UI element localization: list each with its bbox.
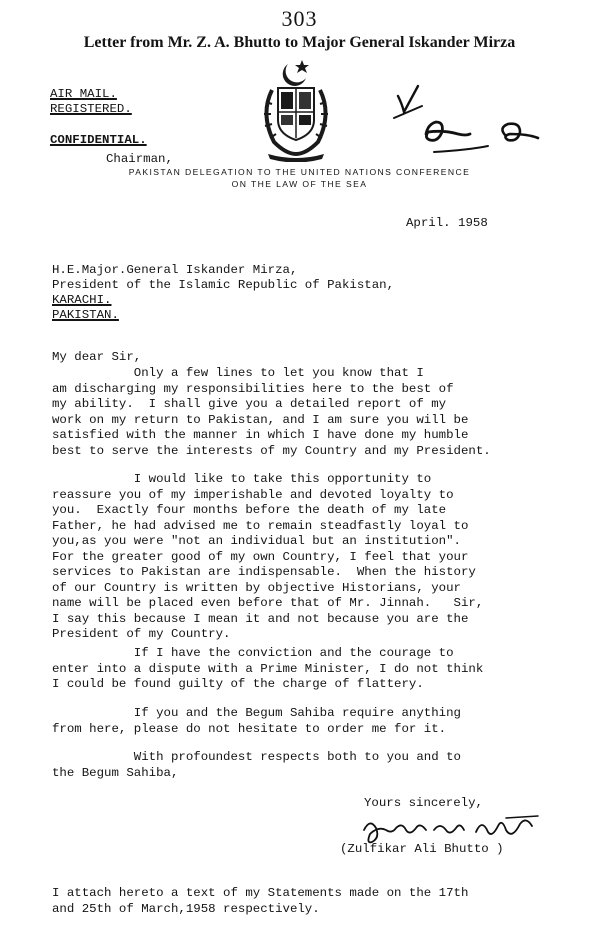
body-paragraph-4 bbox=[52, 706, 562, 737]
body-line: name will be placed even before that of Mr. Jinnah. Sir, bbox=[52, 596, 484, 610]
body-line: am discharging my responsibilities here to the best of bbox=[52, 381, 454, 396]
handwritten-initials-mark bbox=[388, 72, 563, 168]
body-paragraph-5 bbox=[52, 750, 562, 781]
salutation: My dear Sir, bbox=[52, 350, 142, 364]
body-line: If you and the Begum Sahiba require anything bbox=[52, 706, 461, 720]
body-line: satisfied with the manner in which I have done my humble bbox=[52, 428, 469, 442]
body-line: I would like to take this opportunity to bbox=[52, 472, 432, 486]
postscript bbox=[52, 886, 562, 917]
body-line: work on my return to Pakistan, and I am sure you will be bbox=[52, 412, 469, 427]
body-line: services to Pakistan are indispensable. When the history bbox=[52, 565, 476, 579]
body-line: my ability. I shall give you a detailed report of my bbox=[52, 397, 447, 411]
body-line: I could be found guilty of the charge of flattery. bbox=[52, 677, 424, 691]
body-paragraph-3 bbox=[52, 646, 562, 693]
postscript-line: and 25th of March,1958 respectively. bbox=[52, 901, 320, 916]
body-line: you,as you were "not an individual but an institution". bbox=[52, 534, 461, 548]
page-number: 303 bbox=[281, 6, 318, 31]
body-paragraph-1 bbox=[52, 366, 562, 459]
body-line: best to serve the interests of my Country and my President. bbox=[52, 443, 491, 458]
valediction: Yours sincerely, bbox=[364, 796, 483, 810]
recipient-name: H.E.Major.General Iskander Mirza, bbox=[52, 263, 298, 277]
recipient-country: PAKISTAN. bbox=[52, 308, 119, 322]
body-line: the Begum Sahiba, bbox=[52, 765, 179, 780]
postscript-line: I attach hereto a text of my Statements made on the 17th bbox=[52, 886, 469, 900]
body-line: you. Exactly four months before the death of my late bbox=[52, 503, 447, 517]
signatory-name: (Zulfikar Ali Bhutto ) bbox=[340, 842, 504, 856]
body-paragraph-2 bbox=[52, 472, 562, 643]
body-line: If I have the conviction and the courage to bbox=[52, 646, 454, 660]
page-title: Letter from Mr. Z. A. Bhutto to Major General Iskander Mirza bbox=[83, 34, 516, 51]
body-line: For the greater good of my own Country, I feel that your bbox=[52, 549, 469, 564]
air-mail-marking: AIR MAIL. bbox=[50, 87, 117, 101]
body-line: from here, please do not hesitate to order me for it. bbox=[52, 721, 447, 736]
pakistan-state-emblem-icon bbox=[250, 58, 342, 162]
letterhead-conference: ON THE LAW OF THE SEA bbox=[231, 179, 368, 189]
body-line: enter into a dispute with a Prime Minister, I do not think bbox=[52, 661, 484, 676]
body-line: President of my Country. bbox=[52, 627, 231, 641]
registered-marking: REGISTERED. bbox=[50, 102, 132, 116]
body-line: Father, he had advised me to remain steadfastly loyal to bbox=[52, 518, 469, 533]
letterhead-delegation: PAKISTAN DELEGATION TO THE UNITED NATIONS CONFERENCE bbox=[128, 167, 471, 177]
body-line: With profoundest respects both to you and to bbox=[52, 750, 461, 764]
body-line: of our Country is written by objective Historians, your bbox=[52, 580, 461, 595]
body-line: I say this because I mean it and not because you are the bbox=[52, 611, 469, 626]
body-line: reassure you of my imperishable and devoted loyalty to bbox=[52, 487, 454, 502]
confidential-marking: CONFIDENTIAL. bbox=[50, 133, 147, 147]
recipient-title: President of the Islamic Republic of Pakistan, bbox=[52, 278, 395, 292]
recipient-city: KARACHI. bbox=[52, 293, 112, 307]
letter-date: April. 1958 bbox=[406, 216, 488, 230]
body-line: Only a few lines to let you know that I bbox=[52, 366, 424, 380]
chairman-title: Chairman, bbox=[106, 152, 173, 166]
